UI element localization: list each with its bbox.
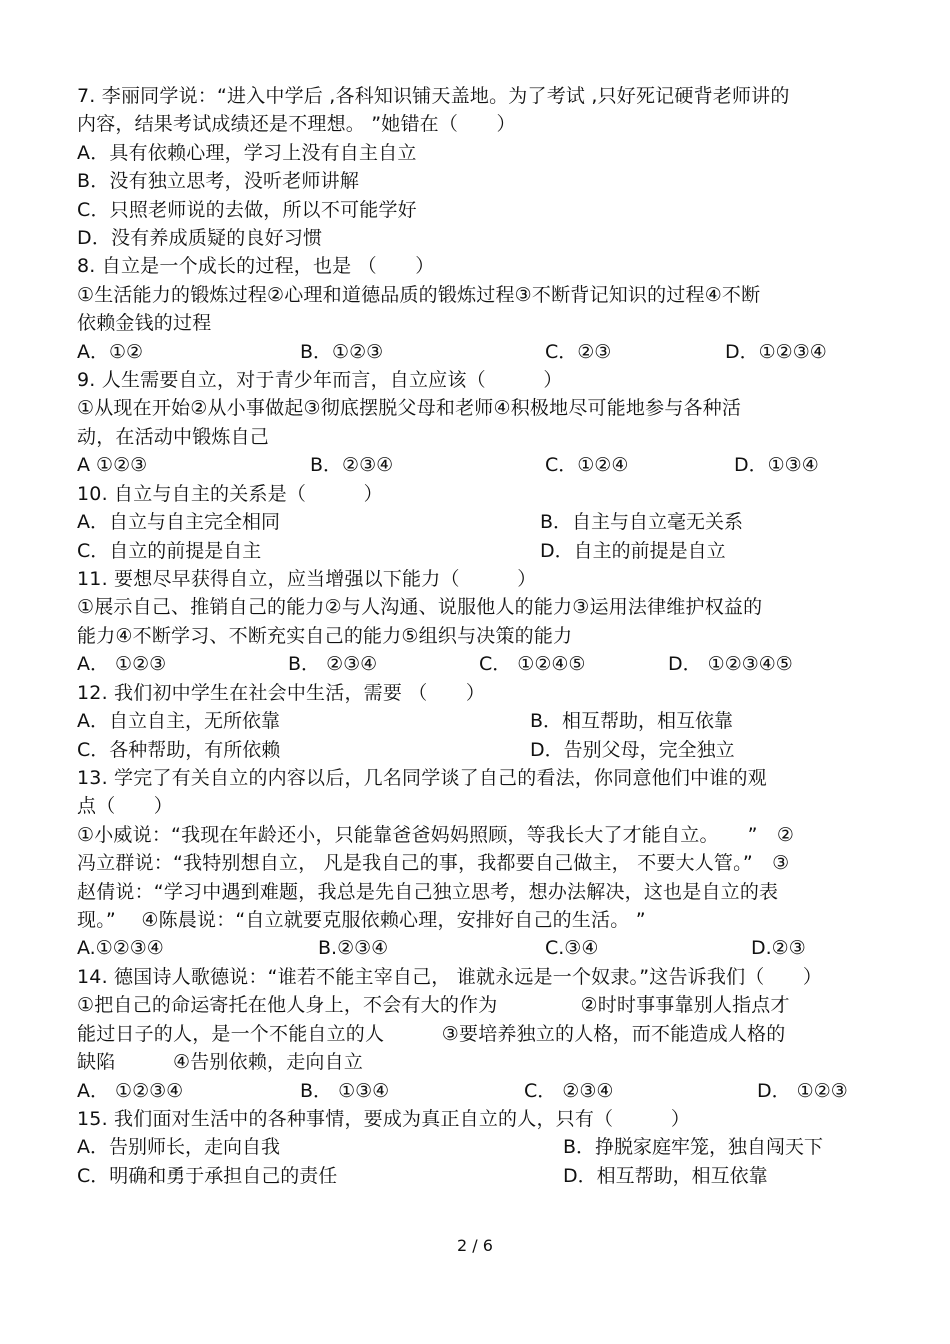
- q13-stem-line1: 13. 学完了有关自立的内容以后，几名同学谈了自己的看法，你同意他们中谁的观: [77, 767, 767, 789]
- q15-option-c: C．明确和勇于承担自己的责任: [77, 1165, 338, 1187]
- q14-option-b: B． ①③④: [300, 1080, 390, 1102]
- q11-option-d: D． ①②③④⑤: [668, 653, 793, 675]
- q14-stem-line3: 能过日子的人，是一个不能自立的人 ③要培养独立的人格，而不能造成人格的: [77, 1023, 786, 1045]
- q15-option-a: A．告别师长，走向自我: [77, 1136, 280, 1158]
- q8-option-b: B．①②③: [300, 341, 384, 363]
- q13-option-b: B.②③④: [318, 937, 389, 959]
- q13-stem-line5: 赵倩说：“学习中遇到难题，我总是先自己独立思考，想办法解决，这也是自立的表: [77, 881, 779, 903]
- q13-option-a: A.①②③④: [77, 937, 164, 959]
- q12-option-d: D．告别父母，完全独立: [530, 739, 735, 761]
- q9-stem-line2: ①从现在开始②从小事做起③彻底摆脱父母和老师④积极地尽可能地参与各种活: [77, 397, 742, 419]
- q10-option-d: D．自主的前提是自立: [540, 540, 726, 562]
- q7-stem-line2: 内容，结果考试成绩还是不理想。 ”她错在（ ）: [77, 113, 516, 135]
- q11-option-c: C． ①②④⑤: [479, 653, 586, 675]
- q8-stem-line3: 依赖金钱的过程: [77, 312, 212, 334]
- q13-stem-line4: 冯立群说：“我特别想自立， 凡是我自己的事，我都要自己做主， 不要大人管。” ③: [77, 852, 790, 874]
- page-number: 2 / 6: [457, 1236, 493, 1255]
- q7-stem-line1: 7. 李丽同学说：“进入中学后 ,各科知识铺天盖地。为了考试 ,只好死记硬背老师讲的: [77, 85, 790, 107]
- q12-option-a: A．自立自主，无所依靠: [77, 710, 280, 732]
- q8-option-a: A．①②: [77, 341, 144, 363]
- q9-stem-line1: 9. 人生需要自立，对于青少年而言，自立应该（ ）: [77, 369, 563, 391]
- q14-stem-line4: 缺陷 ④告别依赖，走向自立: [77, 1051, 364, 1073]
- q8-option-c: C．②③: [545, 341, 612, 363]
- q12-option-c: C．各种帮助，有所依赖: [77, 739, 281, 761]
- q8-option-d: D．①②③④: [725, 341, 827, 363]
- q11-stem-line1: 11. 要想尽早获得自立，应当增强以下能力（ ）: [77, 568, 537, 590]
- q12-option-b: B．相互帮助，相互依靠: [530, 710, 734, 732]
- q13-option-d: D.②③: [751, 937, 806, 959]
- q9-option-c: C．①②④: [545, 454, 629, 476]
- q11-stem-line3: 能力④不断学习、不断充实自己的能力⑤组织与决策的能力: [77, 625, 573, 647]
- q9-stem-line3: 动，在活动中锻炼自己: [77, 426, 270, 448]
- q7-option-d: D．没有养成质疑的良好习惯: [77, 227, 323, 249]
- q14-stem-line1: 14. 德国诗人歌德说：“谁若不能主宰自己， 谁就永远是一个奴隶。”这告诉我们（ ）: [77, 966, 823, 988]
- q14-option-c: C． ②③④: [524, 1080, 614, 1102]
- q9-option-a: A ①②③: [77, 454, 148, 476]
- q7-option-c: C．只照老师说的去做，所以不可能学好: [77, 199, 417, 221]
- q15-stem: 15. 我们面对生活中的各种事情，要成为真正自立的人，只有（ ）: [77, 1108, 691, 1130]
- q10-stem: 10. 自立与自主的关系是（ ）: [77, 483, 383, 505]
- q11-stem-line2: ①展示自己、推销自己的能力②与人沟通、说服他人的能力③运用法律维护权益的: [77, 596, 763, 618]
- q11-option-a: A． ①②③: [77, 653, 167, 675]
- q11-option-b: B． ②③④: [288, 653, 378, 675]
- q15-option-d: D．相互帮助，相互依靠: [563, 1165, 768, 1187]
- q13-stem-line6: 现。” ④陈晨说：“自立就要克服依赖心理，安排好自己的生活。 ”: [77, 909, 646, 931]
- q12-stem: 12. 我们初中学生在社会中生活，需要 （ ）: [77, 682, 486, 704]
- q10-option-a: A．自立与自主完全相同: [77, 511, 280, 533]
- q15-option-b: B．挣脱家庭牢笼，独自闯天下: [563, 1136, 824, 1158]
- q14-stem-line2: ①把自己的命运寄托在他人身上，不会有大的作为 ②时时事事靠别人指点才: [77, 994, 790, 1016]
- q7-option-a: A．具有依赖心理，学习上没有自主自立: [77, 142, 417, 164]
- q13-stem-line2: 点（ ）: [77, 795, 174, 817]
- q9-option-b: B．②③④: [310, 454, 394, 476]
- q7-option-b: B．没有独立思考，没听老师讲解: [77, 170, 360, 192]
- q10-option-b: B．自主与自立毫无关系: [540, 511, 744, 533]
- q9-option-d: D．①③④: [734, 454, 819, 476]
- q14-option-a: A． ①②③④: [77, 1080, 184, 1102]
- q8-stem-line2: ①生活能力的锻炼过程②心理和道德品质的锻炼过程③不断背记知识的过程④不断: [77, 284, 761, 306]
- q8-stem-line1: 8. 自立是一个成长的过程，也是 （ ）: [77, 255, 435, 277]
- q10-option-c: C．自立的前提是自主: [77, 540, 262, 562]
- q13-stem-line3: ①小威说：“我现在年龄还小，只能靠爸爸妈妈照顾，等我长大了才能自立。 ” ②: [77, 824, 795, 846]
- q14-option-d: D． ①②③: [757, 1080, 848, 1102]
- q13-option-c: C.③④: [545, 937, 599, 959]
